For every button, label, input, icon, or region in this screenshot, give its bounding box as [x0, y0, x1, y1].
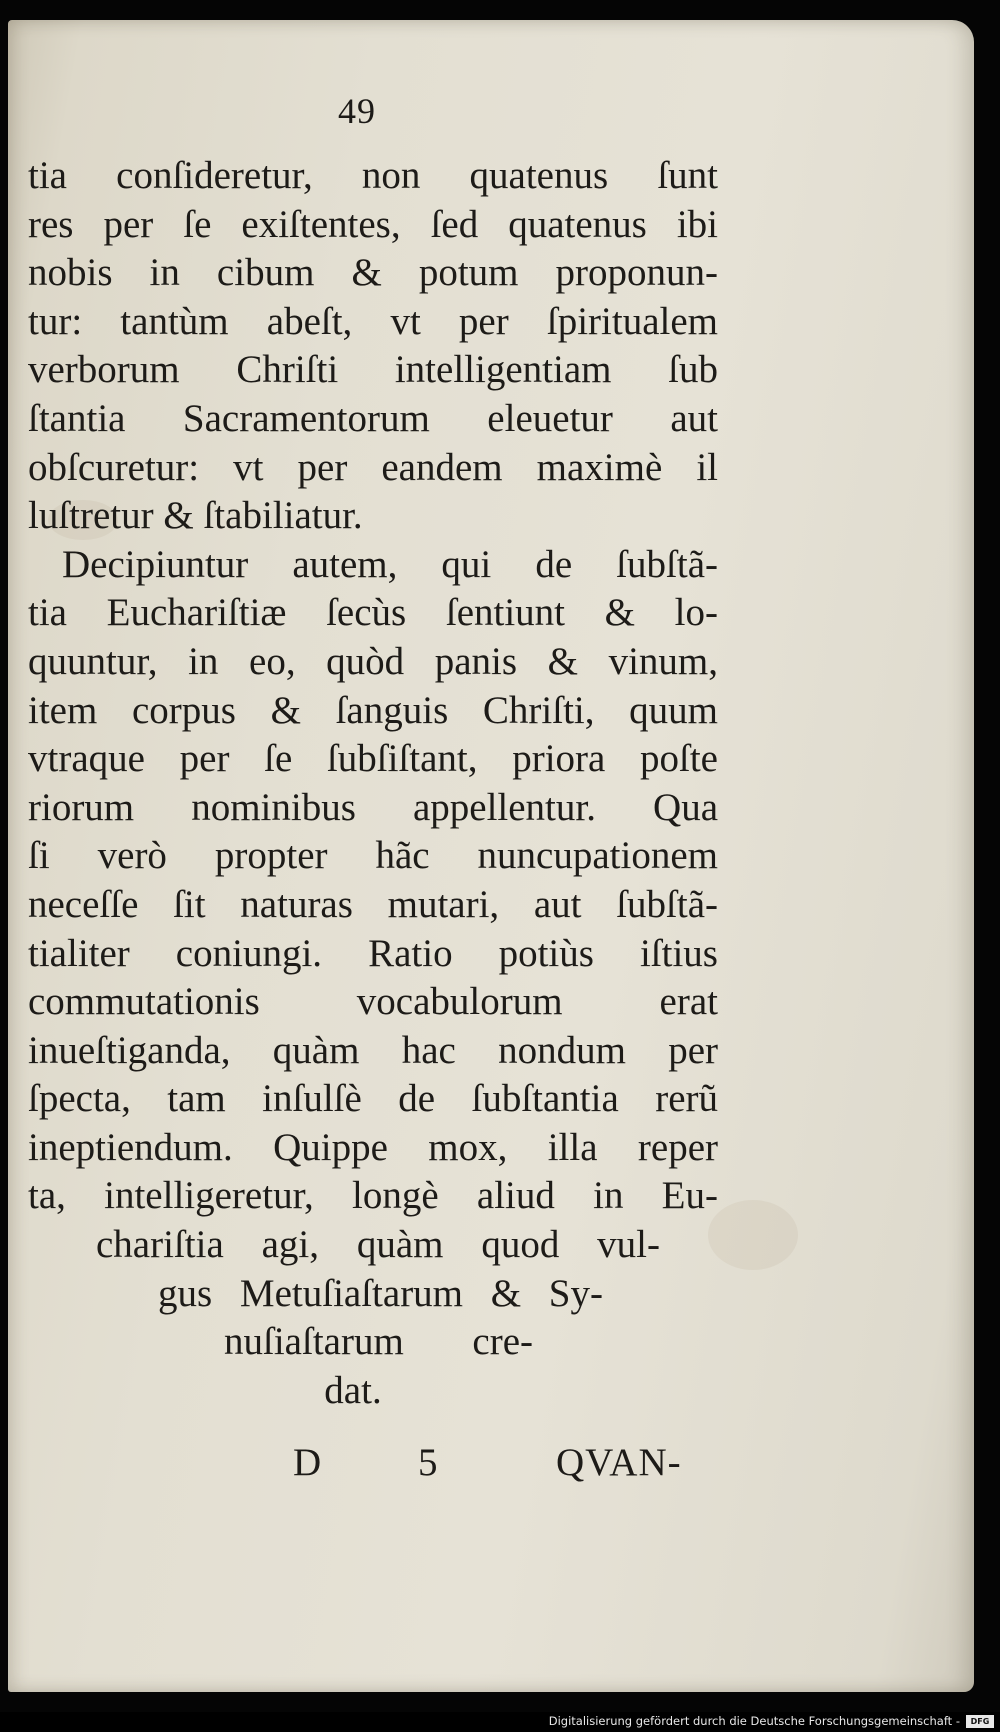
text-line: quuntur, in eo, quòd panis & vinum,: [28, 639, 718, 683]
text-line: gus Metuſiaſtarum & Sy-: [158, 1271, 603, 1315]
text-line: dat.: [324, 1368, 382, 1412]
text-line: tur: tantùm abeſt, vt per ſpiritualem: [28, 299, 718, 343]
footer-credit: Digitalisierung gefördert durch die Deutsche Forschungsgemeinschaft -: [548, 1714, 960, 1728]
text-line: vtraque per ſe ſubſiſtant, priora poſte: [28, 737, 718, 781]
text-line: nuſiaſtarum cre-: [224, 1320, 533, 1364]
signature-mark: D: [293, 1441, 322, 1484]
text-line: inueſtiganda, quàm hac nondum per: [28, 1028, 718, 1072]
text-line: ſtantia Sacramentorum eleuetur aut: [28, 396, 718, 440]
book-page: [8, 20, 974, 1692]
text-line: ſi verò propter hãc nuncupationem: [28, 834, 718, 878]
body-text: [28, 152, 718, 1415]
dfg-logo: DFG: [966, 1715, 994, 1728]
text-line: luſtretur & ſtabiliatur.: [28, 494, 363, 538]
text-line: riorum nominibus appellentur. Qua: [28, 785, 718, 829]
signature-line: [28, 1440, 718, 1490]
catchword: QVAN-: [556, 1441, 682, 1484]
text-line: neceſſe ſit naturas mutari, aut ſubſtã-: [28, 882, 718, 926]
text-line: ta, intelligeretur, longè aliud in Eu-: [28, 1174, 718, 1218]
text-line: tia Euchariſtiæ ſecùs ſentiunt & lo-: [28, 591, 718, 635]
text-line: Decipiuntur autem, qui de ſubſtã-: [62, 542, 718, 586]
text-line: ſpecta, tam inſulſè de ſubſtantia rerũ: [28, 1077, 718, 1121]
text-line: tia conſideretur, non quatenus ſunt: [28, 154, 718, 197]
text-line: nobis in cibum & potum proponun-: [28, 251, 718, 295]
text-line: verborum Chriſti intelligentiam ſub: [28, 348, 718, 392]
text-line: ineptiendum. Quippe mox, illa reper: [28, 1125, 718, 1169]
text-line: res per ſe exiſtentes, ſed quatenus ibi: [28, 202, 718, 246]
footer-bar: [0, 1712, 1000, 1732]
text-line: obſcuretur: vt per eandem maximè il: [28, 445, 718, 489]
signature-number: 5: [418, 1441, 438, 1484]
page-number: 49: [338, 91, 376, 131]
text-line: item corpus & ſanguis Chriſti, quum: [28, 688, 718, 732]
text-line: commutationis vocabulorum erat: [28, 980, 718, 1024]
text-line: chariſtia agi, quàm quod vul-: [96, 1223, 660, 1267]
paper-stain: [708, 1200, 798, 1270]
text-line: tialiter coniungi. Ratio potiùs iſtius: [28, 931, 718, 975]
